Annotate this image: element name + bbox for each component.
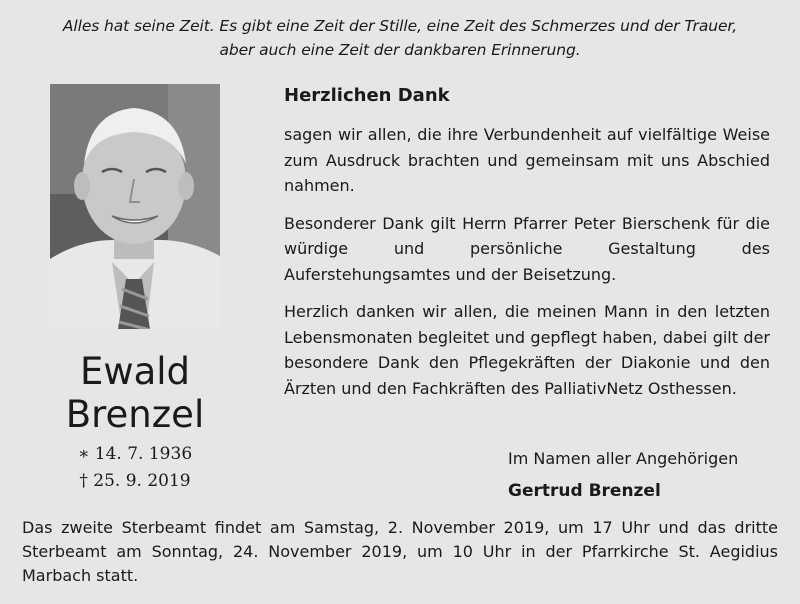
motto-line-2: aber auch eine Zeit der dankbaren Erinnerung. [219,41,581,59]
first-name: Ewald [79,350,191,393]
birth-date: ∗ 14. 7. 1936 [77,444,193,464]
last-name: Brenzel [65,393,205,436]
thanks-paragraph-2: Besonderer Dank gilt Herrn Pfarrer Peter Bierschenk für die würdige und persönliche Gestaltung des Auferstehungsamtes und der Beisetzung. [284,213,770,284]
deceased-name [30,350,240,436]
thanks-paragraph-3: Herzlich danken wir allen, die meinen Mann in den letzten Lebensmonaten begleitet und gepflegt haben, dabei gilt der besondere Dank den Pflegekräften der Diakonie und den Ärzten und den Fachkräften des PalliativNetz Osthessen. [284,302,770,398]
death-date: † 25. 9. 2019 [79,471,191,491]
portrait-illustration [50,84,220,329]
motto [0,14,800,62]
portrait-photo [50,84,220,329]
motto-line-1: Alles hat seine Zeit. Es gibt eine Zeit der Stille, eine Zeit des Schmerzes und der Trauer, [62,17,738,35]
thanks-heading: Herzlichen Dank [284,85,450,106]
life-dates [30,441,240,495]
signoff-line: Im Namen aller Angehörigen [508,449,739,468]
thanks-section [284,82,770,413]
service-notice: Das zweite Sterbeamt findet am Samstag, 2. November 2019, um 17 Uhr und das dritte Sterbeamt am Sonntag, 24. November 2019, um 10 Uhr in der Pfarrkirche St. Aegidius Marbach statt. [22,518,778,585]
signoff-signer: Gertrud Brenzel [508,481,661,501]
thanks-paragraph-1: sagen wir allen, die ihre Verbundenheit auf vielfältige Weise zum Ausdruck brachten und gemeinsam mit uns Abschied nahmen. [284,125,770,195]
signoff [508,446,778,506]
